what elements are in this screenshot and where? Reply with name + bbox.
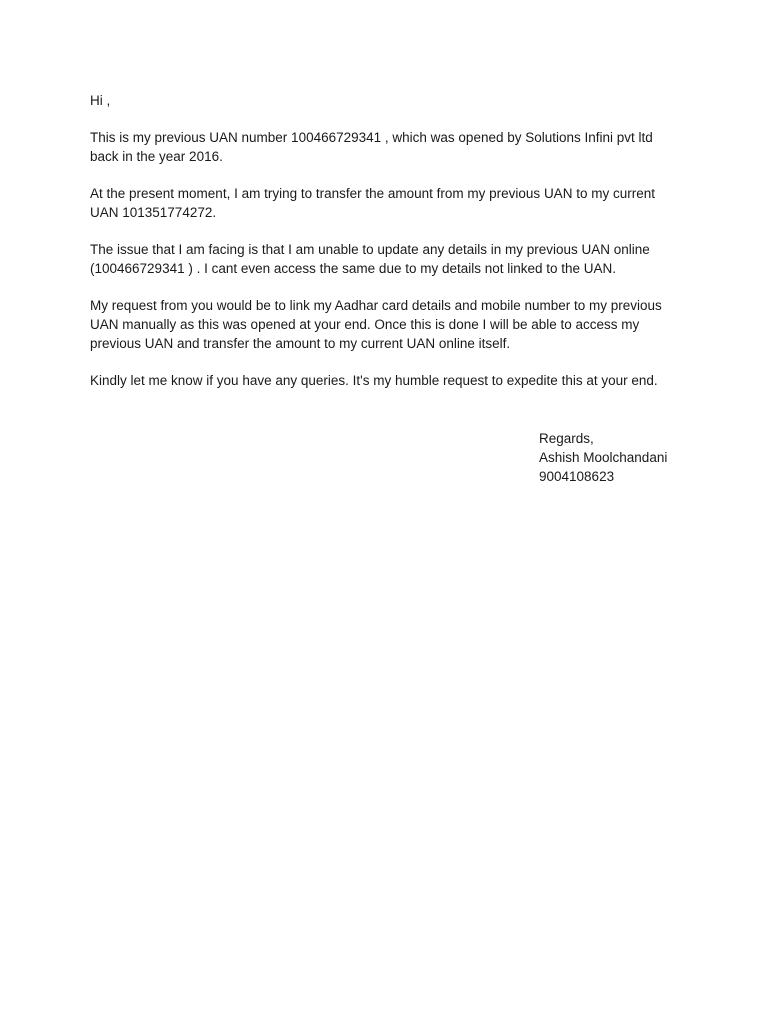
letter-greeting: Hi , [90, 93, 111, 108]
paragraph-issue: The issue that I am facing is that I am unable to update any details in my previous UAN online (100466729341 ) . I cant even access the same due to my details not linked to the UAN. [90, 242, 650, 276]
signature-block [539, 429, 667, 486]
signature-closing: Regards, [539, 431, 594, 446]
paragraph-previous-uan: This is my previous UAN number 100466729341 , which was opened by Solutions Infini pvt ltd back in the year 2016. [90, 130, 653, 164]
signature-phone: 9004108623 [539, 469, 615, 484]
letter-body [90, 91, 690, 408]
paragraph-closing-request: Kindly let me know if you have any queries. It's my humble request to expedite this at your end. [90, 373, 658, 388]
signature-name: Ashish Moolchandani [539, 450, 668, 465]
paragraph-transfer: At the present moment, I am trying to transfer the amount from my previous UAN to my current UAN 101351774272. [90, 186, 655, 220]
paragraph-request: My request from you would be to link my Aadhar card details and mobile number to my previous UAN manually as this was opened at your end. Once this is done I will be able to access my previous UAN and transfer the amount to my current UAN online itself. [90, 298, 662, 351]
